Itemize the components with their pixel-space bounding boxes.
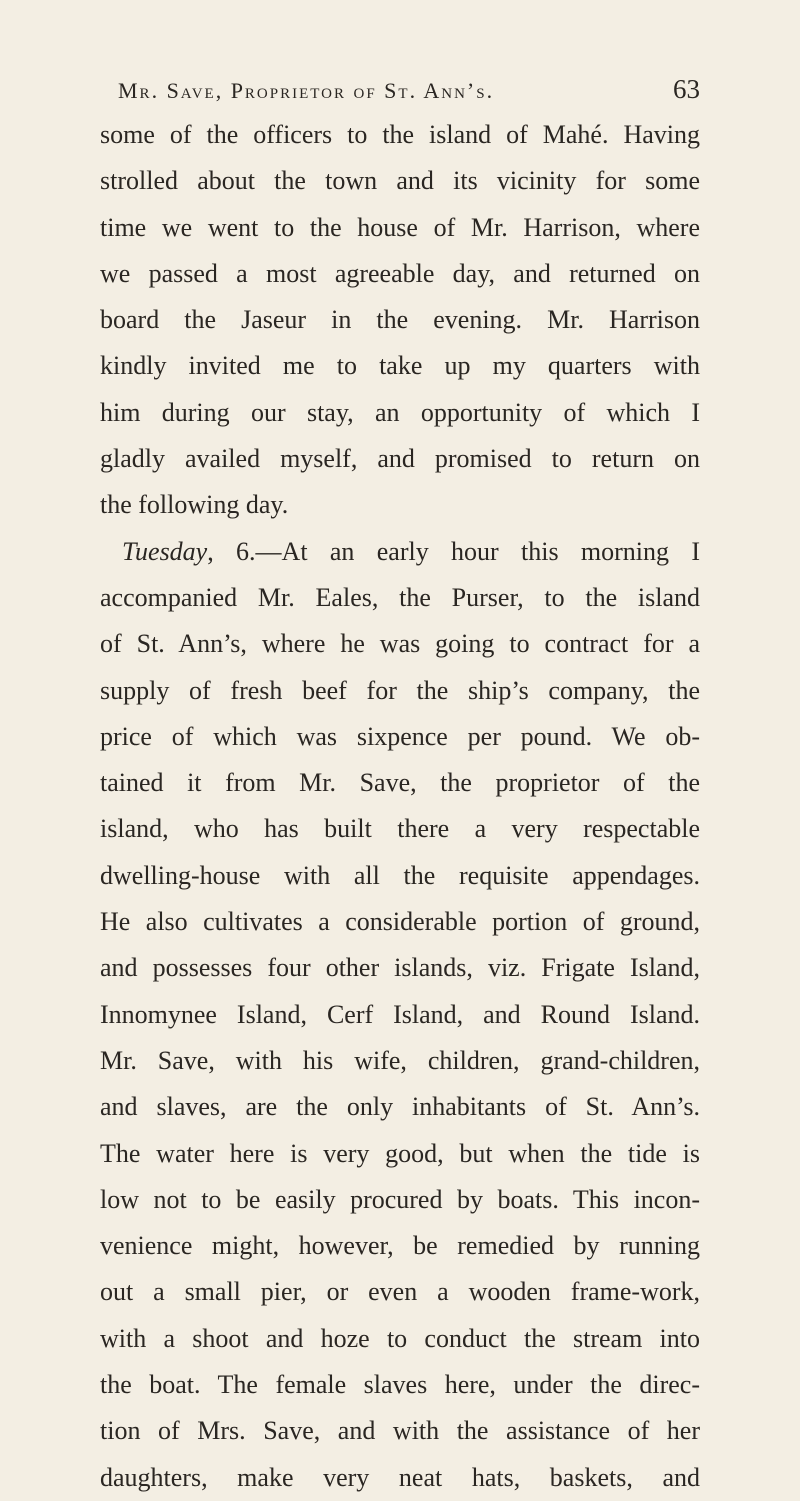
- text-line: He also cultivates a considerable portion of ground,: [100, 907, 700, 937]
- text-line: island, who has built there a very respectable: [100, 814, 700, 844]
- text-line: strolled about the town and its vicinity for some: [100, 166, 700, 196]
- text-line: we passed a most agreeable day, and returned on: [100, 258, 700, 288]
- text-line: dwelling-house with all the requisite appendages.: [100, 860, 700, 890]
- text-line: gladly availed myself, and promised to return on: [100, 444, 700, 474]
- running-title: Mr. Save, Proprietor of St. Ann’s.: [118, 78, 495, 103]
- text-line: low not to be easily procured by boats. This incon-: [100, 1184, 700, 1214]
- text-line: with a shoot and hoze to conduct the stream into: [100, 1323, 700, 1353]
- text-line: tained it from Mr. Save, the proprietor of the: [100, 768, 700, 798]
- text-line: The water here is very good, but when the tide is: [100, 1138, 700, 1168]
- text-line: some of the officers to the island of Mahé. Having: [100, 120, 700, 149]
- text-line: the following day.: [100, 490, 289, 520]
- text-line: the boat. The female slaves here, under the direc-: [100, 1370, 700, 1400]
- text-line: Mr. Save, with his wife, children, grand-children,: [100, 1045, 700, 1075]
- text-line: price of which was sixpence per pound. We ob-: [100, 721, 700, 751]
- text-line: out a small pier, or even a wooden frame-work,: [100, 1277, 700, 1307]
- text-line: tion of Mrs. Save, and with the assistance of her: [100, 1416, 700, 1446]
- body-text: [100, 112, 700, 1501]
- running-head: [100, 74, 700, 114]
- text-line: of St. Ann’s, where he was going to contract for a: [100, 629, 700, 659]
- diary-entry-text: , 6.—At an early hour this morning I: [207, 536, 700, 566]
- text-line: and slaves, are the only inhabitants of St. Ann’s.: [100, 1092, 700, 1122]
- text-line: supply of fresh beef for the ship’s company, the: [100, 675, 700, 705]
- text-line-diary-entry: [100, 529, 700, 575]
- text-line: time we went to the house of Mr. Harrison, where: [100, 212, 700, 242]
- text-line: board the Jaseur in the evening. Mr. Harrison: [100, 305, 700, 335]
- text-line: and possesses four other islands, viz. Frigate Island,: [100, 953, 700, 983]
- diary-date: Tuesday: [122, 536, 208, 566]
- text-line: daughters, make very neat hats, baskets, and: [100, 1462, 700, 1492]
- page-number: 63: [673, 74, 700, 104]
- text-line: Innomynee Island, Cerf Island, and Round Island.: [100, 999, 700, 1029]
- text-line: accompanied Mr. Eales, the Purser, to the island: [100, 582, 700, 612]
- text-line: venience might, however, be remedied by running: [100, 1231, 700, 1261]
- text-line: him during our stay, an opportunity of which I: [100, 397, 700, 427]
- text-line: kindly invited me to take up my quarters with: [100, 351, 700, 381]
